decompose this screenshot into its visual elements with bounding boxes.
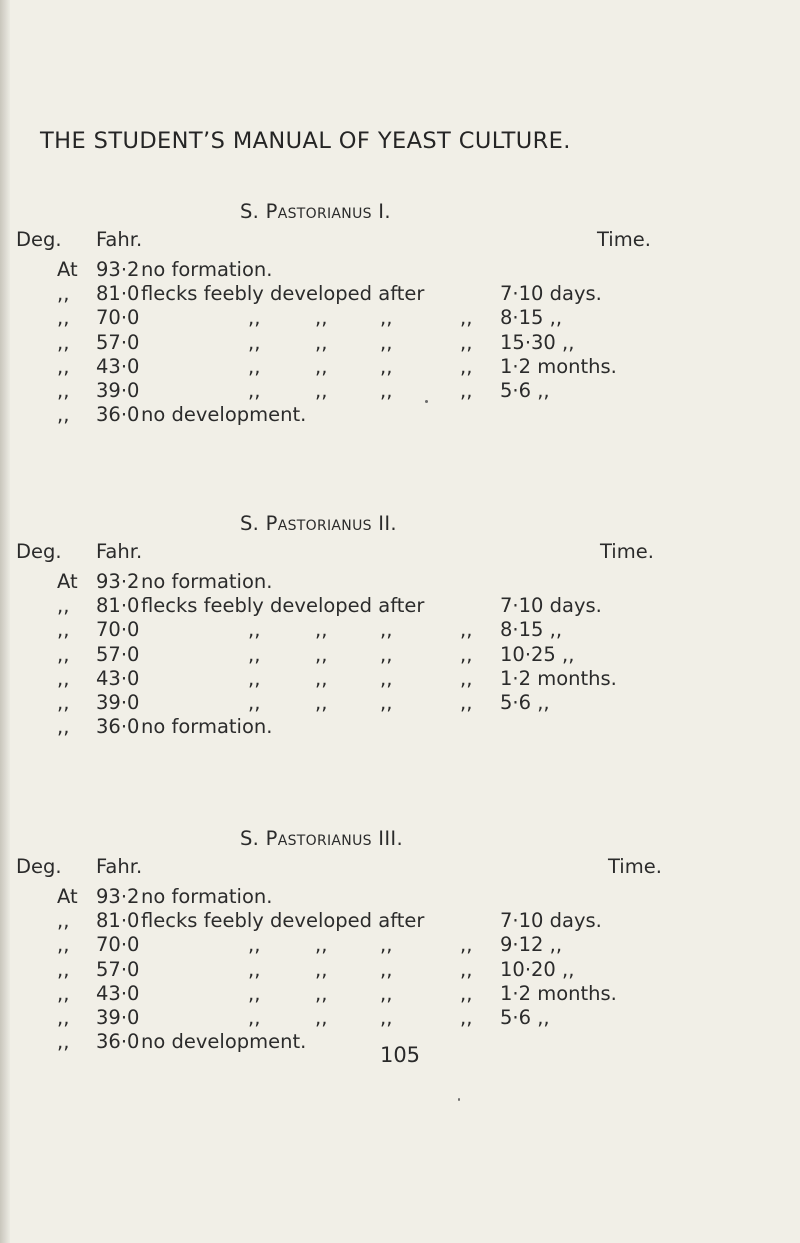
ditto-mark: ,, bbox=[248, 691, 261, 714]
row-prefix: At bbox=[57, 258, 78, 281]
ditto-mark: ,, bbox=[380, 379, 393, 402]
time-value: 10·25 ,, bbox=[500, 642, 575, 666]
temperature-value: 70·0 bbox=[96, 306, 140, 330]
observation-text: flecks feebly developed after bbox=[141, 282, 425, 306]
table-row bbox=[0, 282, 800, 307]
observation-text: no development. bbox=[141, 403, 307, 427]
ditto-mark: ,, bbox=[248, 1006, 261, 1029]
column-header-deg: Deg. bbox=[16, 540, 62, 563]
column-header-fahr: Fahr. bbox=[96, 855, 143, 878]
ditto-mark: ,, bbox=[460, 691, 473, 714]
observation-text: no formation. bbox=[141, 885, 273, 908]
column-header-fahr: Fahr. bbox=[96, 228, 143, 251]
ditto-mark: ,, bbox=[315, 379, 328, 402]
row-prefix: At bbox=[57, 570, 78, 593]
section-title: S. Pastorianus III. bbox=[240, 827, 403, 850]
time-value: 1·2 months. bbox=[500, 354, 617, 378]
time-value: 8·15 ,, bbox=[500, 306, 563, 330]
table-row bbox=[0, 355, 800, 380]
temperature-value: 81·0 bbox=[96, 909, 140, 933]
temperature-value: 93·2 bbox=[96, 258, 140, 281]
table-row bbox=[0, 379, 800, 404]
table-row bbox=[0, 594, 800, 619]
ditto-mark: ,, bbox=[248, 354, 261, 378]
ditto-mark: ,, bbox=[315, 666, 328, 690]
column-header-time: Time. bbox=[600, 540, 654, 563]
ditto-mark: ,, bbox=[248, 379, 261, 402]
table-row bbox=[0, 570, 800, 595]
observation-text: no formation. bbox=[141, 715, 273, 739]
time-value: 7·10 days. bbox=[500, 594, 602, 618]
column-header-time: Time. bbox=[608, 855, 662, 878]
table-row bbox=[0, 667, 800, 692]
ditto-mark: ,, bbox=[380, 618, 393, 642]
table-row bbox=[0, 715, 800, 740]
temperature-value: 36·0 bbox=[96, 1030, 140, 1054]
ditto-mark: ,, bbox=[460, 933, 473, 957]
table-row bbox=[0, 618, 800, 643]
temperature-value: 39·0 bbox=[96, 691, 140, 714]
row-prefix: At bbox=[57, 885, 78, 908]
row-prefix: ,, bbox=[57, 715, 70, 739]
row-prefix: ,, bbox=[57, 1006, 70, 1029]
column-header-deg: Deg. bbox=[16, 228, 62, 251]
row-prefix: ,, bbox=[57, 691, 70, 714]
column-header-deg: Deg. bbox=[16, 855, 62, 878]
row-prefix: ,, bbox=[57, 354, 70, 378]
table-row bbox=[0, 909, 800, 934]
section-title: S. Pastorianus I. bbox=[240, 200, 391, 223]
ditto-mark: ,, bbox=[315, 1006, 328, 1029]
ditto-mark: ,, bbox=[380, 981, 393, 1005]
temperature-value: 36·0 bbox=[96, 715, 140, 739]
ditto-mark: ,, bbox=[248, 618, 261, 642]
temperature-value: 43·0 bbox=[96, 354, 140, 378]
table-row bbox=[0, 982, 800, 1007]
ditto-mark: ,, bbox=[460, 330, 473, 354]
table-row bbox=[0, 958, 800, 983]
ditto-mark: ,, bbox=[460, 1006, 473, 1029]
row-prefix: ,, bbox=[57, 666, 70, 690]
row-prefix: ,, bbox=[57, 933, 70, 957]
page-number: 105 bbox=[379, 1043, 421, 1067]
table-row bbox=[0, 258, 800, 283]
temperature-value: 36·0 bbox=[96, 403, 140, 427]
column-header-time: Time. bbox=[597, 228, 651, 251]
time-value: 5·6 ,, bbox=[500, 691, 550, 714]
ditto-mark: ,, bbox=[380, 330, 393, 354]
section-title: S. Pastorianus II. bbox=[240, 512, 397, 535]
temperature-value: 57·0 bbox=[96, 642, 140, 666]
table-row bbox=[0, 1006, 800, 1031]
ditto-mark: ,, bbox=[380, 957, 393, 981]
table-row bbox=[0, 331, 800, 356]
row-prefix: ,, bbox=[57, 306, 70, 330]
ditto-mark: ,, bbox=[460, 666, 473, 690]
row-prefix: ,, bbox=[57, 981, 70, 1005]
time-value: 1·2 months. bbox=[500, 666, 617, 690]
ditto-mark: ,, bbox=[248, 330, 261, 354]
ditto-mark: ,, bbox=[315, 933, 328, 957]
ditto-mark: ,, bbox=[380, 642, 393, 666]
table-row bbox=[0, 306, 800, 331]
table-row bbox=[0, 885, 800, 910]
observation-text: flecks feebly developed after bbox=[141, 909, 425, 933]
ditto-mark: ,, bbox=[248, 957, 261, 981]
column-header-fahr: Fahr. bbox=[96, 540, 143, 563]
row-prefix: ,, bbox=[57, 618, 70, 642]
table-row bbox=[0, 933, 800, 958]
ditto-mark: ,, bbox=[315, 957, 328, 981]
temperature-value: 93·2 bbox=[96, 570, 140, 593]
ditto-mark: ,, bbox=[380, 691, 393, 714]
ditto-mark: ,, bbox=[248, 666, 261, 690]
ditto-mark: ,, bbox=[315, 306, 328, 330]
temperature-value: 93·2 bbox=[96, 885, 140, 908]
ditto-mark: ,, bbox=[315, 691, 328, 714]
ditto-mark: ,, bbox=[380, 306, 393, 330]
ditto-mark: ,, bbox=[380, 666, 393, 690]
ditto-mark: ,, bbox=[315, 642, 328, 666]
time-value: 10·20 ,, bbox=[500, 957, 575, 981]
row-prefix: ,, bbox=[57, 330, 70, 354]
temperature-value: 81·0 bbox=[96, 594, 140, 618]
table-row bbox=[0, 691, 800, 716]
ditto-mark: ,, bbox=[380, 1006, 393, 1029]
table-row bbox=[0, 643, 800, 668]
temperature-value: 39·0 bbox=[96, 379, 140, 402]
ditto-mark: ,, bbox=[460, 981, 473, 1005]
ditto-mark: ,, bbox=[248, 981, 261, 1005]
observation-text: flecks feebly developed after bbox=[141, 594, 425, 618]
ditto-mark: ,, bbox=[460, 379, 473, 402]
time-value: 7·10 days. bbox=[500, 909, 602, 933]
time-value: 1·2 months. bbox=[500, 981, 617, 1005]
running-header: THE STUDENT’S MANUAL OF YEAST CULTURE. bbox=[40, 128, 571, 154]
ditto-mark: ,, bbox=[460, 618, 473, 642]
ditto-mark: ,, bbox=[460, 354, 473, 378]
ditto-mark: ,, bbox=[380, 354, 393, 378]
ditto-mark: ,, bbox=[248, 306, 261, 330]
ditto-mark: ,, bbox=[248, 933, 261, 957]
ditto-mark: ,, bbox=[460, 306, 473, 330]
ditto-mark: ,, bbox=[380, 933, 393, 957]
ditto-mark: ,, bbox=[315, 981, 328, 1005]
row-prefix: ,, bbox=[57, 642, 70, 666]
observation-text: no development. bbox=[141, 1030, 307, 1054]
ditto-mark: ,, bbox=[460, 642, 473, 666]
temperature-value: 81·0 bbox=[96, 282, 140, 306]
time-value: 8·15 ,, bbox=[500, 618, 563, 642]
ditto-mark: ,, bbox=[248, 642, 261, 666]
table-row bbox=[0, 403, 800, 428]
row-prefix: ,, bbox=[57, 957, 70, 981]
row-prefix: ,, bbox=[57, 594, 70, 618]
temperature-value: 57·0 bbox=[96, 957, 140, 981]
temperature-value: 43·0 bbox=[96, 981, 140, 1005]
ditto-mark: ,, bbox=[315, 618, 328, 642]
row-prefix: ,, bbox=[57, 403, 70, 427]
temperature-value: 70·0 bbox=[96, 618, 140, 642]
temperature-value: 57·0 bbox=[96, 330, 140, 354]
temperature-value: 39·0 bbox=[96, 1006, 140, 1029]
row-prefix: ,, bbox=[57, 379, 70, 402]
observation-text: no formation. bbox=[141, 570, 273, 593]
row-prefix: ,, bbox=[57, 1030, 70, 1054]
time-value: 5·6 ,, bbox=[500, 1006, 550, 1029]
paper-speck bbox=[425, 400, 428, 403]
temperature-value: 43·0 bbox=[96, 666, 140, 690]
ditto-mark: ,, bbox=[315, 330, 328, 354]
observation-text: no formation. bbox=[141, 258, 273, 281]
paper-speck bbox=[458, 1098, 460, 1101]
time-value: 7·10 days. bbox=[500, 282, 602, 306]
time-value: 9·12 ,, bbox=[500, 933, 563, 957]
ditto-mark: ,, bbox=[315, 354, 328, 378]
ditto-mark: ,, bbox=[460, 957, 473, 981]
temperature-value: 70·0 bbox=[96, 933, 140, 957]
row-prefix: ,, bbox=[57, 909, 70, 933]
row-prefix: ,, bbox=[57, 282, 70, 306]
time-value: 5·6 ,, bbox=[500, 379, 550, 402]
time-value: 15·30 ,, bbox=[500, 330, 575, 354]
